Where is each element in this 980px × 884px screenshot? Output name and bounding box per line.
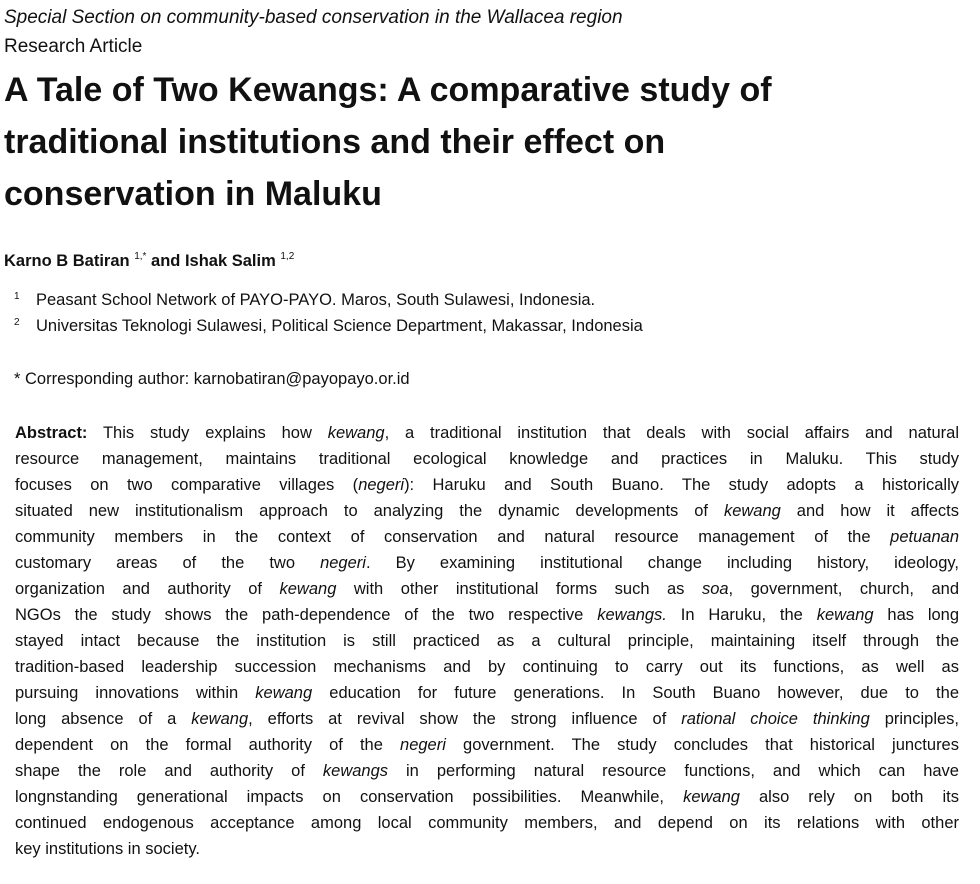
abstract-text: principles,: [869, 710, 959, 728]
abstract-line: [15, 784, 959, 810]
abstract-text: pursuing innovations within: [15, 684, 256, 702]
author-connector: and: [151, 252, 181, 270]
abstract-italic-term: kewang: [683, 788, 740, 806]
abstract-italic-term: kewangs.: [597, 606, 667, 624]
corresponding-author: * Corresponding author: karnobatiran@payopayo.or.id: [14, 370, 410, 388]
abstract-text: continued endogenous acceptance among local community members, and depend on its relations with other: [15, 814, 959, 832]
abstract-line: [15, 498, 959, 524]
title-line: A Tale of Two Kewangs: A comparative study of: [4, 71, 772, 109]
author-list: [4, 249, 294, 273]
abstract: [15, 420, 959, 862]
abstract-italic-term: negeri: [358, 476, 405, 494]
abstract-text: NGOs the study shows the path-dependence of the two respective: [15, 606, 598, 624]
abstract-line: [15, 680, 959, 706]
affiliation-text: Universitas Teknologi Sulawesi, Political Science Department, Makassar, Indonesia: [36, 317, 643, 335]
affiliation: $^2$ Universitas Teknologi Sulawesi, Political Science Department, Makassar, Indonesia: [14, 317, 643, 335]
abstract-text: resource management, maintains traditional ecological knowledge and practices in Maluku. This study: [15, 450, 959, 468]
affiliation-text: Peasant School Network of PAYO-PAYO. Maros, South Sulawesi, Indonesia.: [36, 291, 596, 309]
abstract-text: . By examining institutional change including history, ideology,: [365, 554, 959, 572]
author-name: Karno B Batiran: [4, 252, 130, 270]
author-affiliation-mark: 1,*: [134, 251, 147, 262]
abstract-text: and how it affects: [780, 502, 959, 520]
abstract-line: [15, 472, 959, 498]
affiliation: $^1$ Peasant School Network of PAYO-PAYO. Maros, South Sulawesi, Indonesia.: [14, 291, 596, 309]
abstract-italic-term: soa: [701, 580, 729, 598]
abstract-text: stayed intact because the institution is still practiced as a cultural principle, maintaining itself through the: [15, 632, 959, 650]
abstract-italic-term: petuanan: [890, 528, 959, 546]
title-line: conservation in Maluku: [4, 175, 382, 213]
abstract-line: [15, 628, 959, 654]
abstract-line: [15, 446, 959, 472]
abstract-text: has long: [873, 606, 959, 624]
abstract-italic-term: kewang: [327, 424, 385, 442]
abstract-line: [15, 654, 959, 680]
abstract-text: situated new institutionalism approach to analyzing the dynamic developments of: [15, 502, 724, 520]
author-name: Ishak Salim: [184, 252, 276, 270]
abstract-text: , a traditional institution that deals with social affairs and natural: [384, 424, 959, 442]
abstract-line: [15, 758, 959, 784]
abstract-text: longnstanding generational impacts on conservation possibilities. Meanwhile,: [15, 788, 684, 806]
abstract-line: [15, 810, 959, 836]
abstract-text: , government, church, and: [728, 580, 959, 598]
abstract-text: in performing natural resource functions, and which can have: [388, 762, 959, 780]
abstract-text: tradition-based leadership succession mechanisms and by continuing to carry out its functions, as well as: [15, 658, 959, 676]
special-section-label: Special Section on community-based conservation in the Wallacea region: [4, 7, 623, 28]
abstract-text: This study explains how: [87, 424, 328, 442]
abstract-text: education for future generations. In South Buano however, due to the: [312, 684, 959, 702]
abstract-line: [15, 732, 959, 758]
abstract-line: [15, 420, 959, 446]
abstract-text: In Haruku, the: [666, 606, 817, 624]
abstract-italic-term: kewang: [255, 684, 313, 702]
abstract-text: ): Haruku and South Buano. The study adopts a historically: [404, 476, 959, 494]
abstract-text: also rely on both its: [739, 788, 959, 806]
abstract-line: [15, 550, 959, 576]
abstract-text: with other institutional forms such as: [336, 580, 702, 598]
abstract-italic-term: kewang: [279, 580, 337, 598]
abstract-text: , efforts at revival show the strong influence of: [248, 710, 682, 728]
abstract-line: [15, 706, 959, 732]
abstract-text: focuses on two comparative villages (: [15, 476, 359, 494]
abstract-text: shape the role and authority of: [15, 762, 323, 780]
abstract-line: [15, 836, 959, 862]
abstract-italic-term: negeri: [400, 736, 446, 754]
abstract-italic-term: kewang: [191, 710, 249, 728]
abstract-line: [15, 524, 959, 550]
abstract-text: customary areas of the two: [15, 554, 321, 572]
abstract-text: dependent on the formal authority of the: [15, 736, 401, 754]
abstract-text: long absence of a: [15, 710, 192, 728]
abstract-text: key institutions in society.: [15, 840, 200, 858]
author-affiliation-mark: 1,2: [280, 251, 295, 262]
abstract-line: [15, 576, 959, 602]
abstract-italic-term: negeri: [320, 554, 366, 572]
paper-title: [4, 64, 904, 220]
abstract-italic-term: rational choice thinking: [681, 710, 870, 728]
abstract-text: government. The study concludes that historical junctures: [445, 736, 959, 754]
abstract-text: organization and authority of: [15, 580, 280, 598]
abstract-line: [15, 602, 959, 628]
article-type-label: Research Article: [4, 36, 143, 57]
abstract-text: community members in the context of conservation and natural resource management of the: [15, 528, 891, 546]
title-line: traditional institutions and their effect on: [4, 123, 666, 161]
abstract-label: Abstract:: [15, 424, 88, 442]
abstract-italic-term: kewang: [816, 606, 874, 624]
abstract-italic-term: kewangs: [322, 762, 389, 780]
abstract-italic-term: kewang: [723, 502, 781, 520]
